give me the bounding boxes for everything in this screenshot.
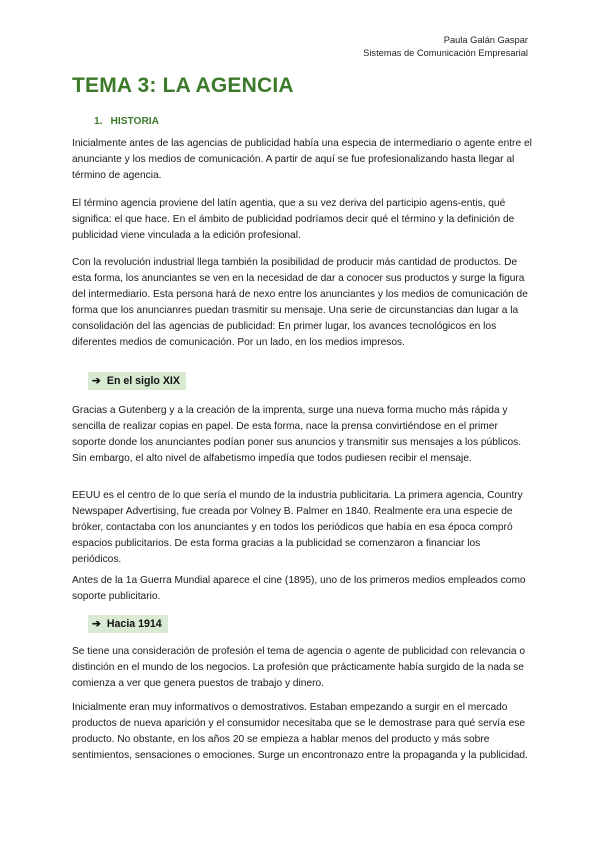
paragraph: Inicialmente eran muy informativos o demostrativos. Estaban empezando a surgir en el mercado productos de nueva aparición y el consumidor necesitaba que se le demostrase para qué servía ese producto. No obstante, en los años 20 se empieza a hablar menos del producto y más sobre sentimientos, sensaciones o emociones. Surge un encontronazo entre la propaganda y la publicidad. (72, 702, 528, 761)
subsection-title: Hacia 1914 (106, 618, 162, 630)
paragraph: El término agencia proviene del latín agentia, que a su vez deriva del participio agens-entis, qué significa: el que hace. En el ámbito de publicidad podríamos decir qué el término y la definición de publicidad viene vinculada a la edición profesional. (72, 198, 515, 241)
paragraph: EEUU es el centro de lo que sería el mundo de la industria publicitaria. La primera agencia, Country Newspaper Advertising, fue creada por Volney B. Palmer en 1840. Realmente era una especie de bróker, contactaba con los anunciantes y en todos los periódicos que había en esa época compró espacios publicitarios. De esta forma gracias a la publicidad se comenzaron a financiar los periódicos. (72, 490, 523, 565)
paragraph: Se tiene una consideración de profesión el tema de agencia o agente de publicidad con relevancia o distinción en el mundo de los negocios. La profesión que prácticamente había surgido de la nada se comienza a ver que genera puestos de trabajo y dinero. (72, 646, 526, 689)
course-name: Sistemas de Comunicación Empresarial (363, 48, 528, 58)
siglo-xix-paragraph-1 (72, 403, 532, 467)
paragraph: Inicialmente antes de las agencias de publicidad había una especia de intermediario o agente entre el anunciante y los medios de comunicación. A partir de aquí se fue profesionalizando hasta llegar al término de agencia. (72, 138, 532, 181)
intro-paragraph-3 (72, 255, 532, 351)
intro-paragraph-1 (72, 136, 532, 184)
paragraph: Con la revolución industrial llega también la posibilidad de producir más cantidad de productos. De esta forma, los anunciantes se ven en la necesidad de dar a conocer sus productos y surge la figura del intermediario. Esta persona hará de nexo entre los anunciantes y los medios de comunicación de forma que los anuncianres puedan trasmitir su mensaje. Una serie de circunstancias dan lugar a la consolidación del las agencias de publicidad: En primer lugar, los avances tecnológicos en los diferentes medios de comunicación. Por un lado, en los medios impresos. (72, 257, 528, 348)
arrow-right-icon: ➔ (92, 618, 101, 630)
intro-paragraph-2 (72, 196, 532, 244)
page-header (363, 34, 528, 60)
paragraph: Gracias a Gutenberg y a la creación de la imprenta, surge una nueva forma mucho más rápida y sencilla de realizar copias en papel. De esta forma, nace la prensa convirtiéndose en el primer soporte donde los anunciantes podían poner sus anuncios y transmitir sus mensajes a los públicos. Sin embargo, el alto nivel de alfabetismo impedía que todos pudiesen recibir el mensaje. (72, 405, 522, 464)
arrow-right-icon: ➔ (92, 375, 101, 387)
author-name: Paula Galán Gaspar (443, 35, 528, 45)
paragraph: Antes de la 1a Guerra Mundial aparece el cine (1895), uno de los primeros medios empleados como soporte publicitario. (72, 575, 526, 602)
siglo-xix-paragraph-2 (72, 488, 532, 568)
hacia-1914-paragraph-1 (72, 644, 532, 692)
subsection-heading-siglo-xix (88, 372, 186, 390)
document-title: TEMA 3: LA AGENCIA (72, 74, 294, 97)
section-number: 1. (94, 116, 103, 127)
section-title: HISTORIA (110, 116, 159, 127)
subsection-title: En el siglo XIX (106, 375, 180, 387)
section-heading (94, 116, 159, 127)
hacia-1914-paragraph-2 (72, 700, 532, 764)
subsection-heading-hacia-1914 (88, 615, 168, 633)
siglo-xix-paragraph-3 (72, 573, 532, 605)
